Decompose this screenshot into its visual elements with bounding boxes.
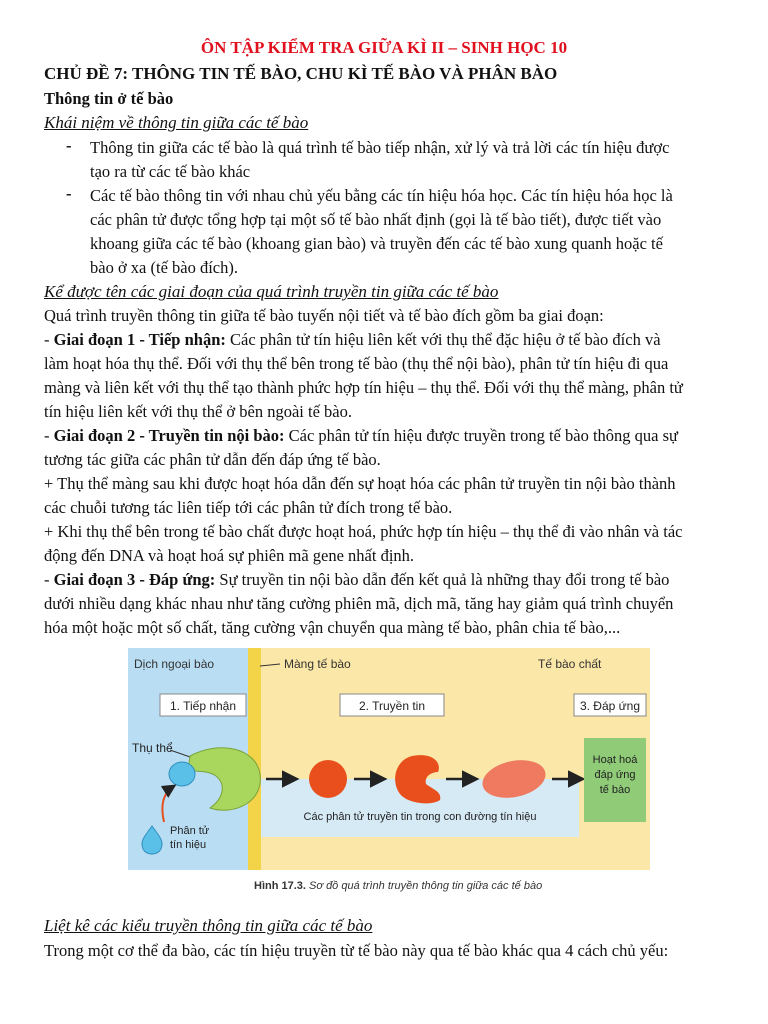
- membrane-label: Màng tế bào: [284, 657, 351, 671]
- stage-2-line: + Khi thụ thể bên trong tế bào chất được hoạt hoá, phức hợp tín hiệu – thụ thể đi vào nhân và tác: [44, 522, 683, 541]
- topic-heading: CHỦ ĐỀ 7: THÔNG TIN TẾ BÀO, CHU KÌ TẾ BÀO VÀ PHÂN BÀO: [44, 64, 558, 83]
- section-heading-stages: Kể được tên các giai đoạn của quá trình truyền tin giữa các tế bào: [44, 282, 499, 301]
- bullet-marker: -: [66, 184, 72, 203]
- stage-1-line: làm hoạt hóa thụ thể. Đối với thụ thể bên trong tế bào (thụ thể nội bào), phân tử tín hiệu đi qua: [44, 354, 669, 373]
- stage-1-line: màng và liên kết với thụ thể tạo thành phức hợp tín hiệu – thụ thể. Đối với thụ thể màng, phân tử: [44, 378, 683, 397]
- stage-3-label: Giai đoạn 3 - Đáp ứng:: [53, 570, 216, 589]
- step-1-label: 1. Tiếp nhận: [169, 699, 237, 713]
- bullet-1-line: tạo ra từ các tế bào khác: [90, 162, 251, 181]
- stage-1-label: Giai đoạn 1 - Tiếp nhận:: [53, 330, 226, 349]
- response-label: đáp ứng: [594, 769, 636, 781]
- stage-2-line: tương tác giữa các phân tử dẫn đến đáp ứng tế bào.: [44, 450, 381, 469]
- stage-2-line: động đến DNA và hoạt hoá sự phiên mã gene nhất định.: [44, 546, 415, 565]
- stage-2-line: các chuỗi tương tác liên tiếp tới các phân tử đích trong tế bào.: [44, 498, 453, 517]
- response-label: tế bào: [599, 784, 631, 796]
- stage-2-line: - Giai đoạn 2 - Truyền tin nội bào: Các phân tử tín hiệu được truyền trong tế bào thông qua sự: [44, 426, 678, 445]
- bullet-2-line: các phân tử được tổng hợp tại một số tế bào nhất định (gọi là tế bào tiết), được tiết vào: [90, 210, 662, 229]
- document-title: ÔN TẬP KIỂM TRA GIỮA KÌ II – SINH HỌC 10: [200, 38, 568, 57]
- section-heading-types: Liệt kê các kiểu truyền thông tin giữa các tế bào: [44, 916, 373, 935]
- bullet-1-line: Thông tin giữa các tế bào là quá trình tế bào tiếp nhận, xử lý và trả lời các tín hiệu được: [90, 138, 670, 157]
- types-intro: Trong một cơ thể đa bào, các tín hiệu truyền từ tế bào này qua tế bào khác qua 4 cách chủ yếu:: [44, 941, 669, 960]
- signal-label: tín hiệu: [170, 839, 207, 851]
- extracellular-label: Dịch ngoại bào: [134, 657, 215, 671]
- bullet-2-line: bào ở xa (tế bào đích).: [90, 258, 239, 277]
- figure-caption: Hình 17.3. Sơ đồ quá trình truyền thông tin giữa các tế bào: [254, 880, 543, 892]
- pathway-label: Các phân tử truyền tin trong con đường tín hiệu: [303, 811, 537, 823]
- section-heading-concept: Khái niệm về thông tin giữa các tế bào: [44, 113, 309, 132]
- cytoplasm-label: Tế bào chất: [538, 657, 602, 671]
- stage-2-label: Giai đoạn 2 - Truyền tin nội bào:: [53, 426, 285, 445]
- relay-molecule-1: [309, 760, 347, 798]
- bullet-marker: -: [66, 136, 72, 155]
- stage-3-line: dưới nhiều dạng khác nhau như tăng cường phiên mã, dịch mã, tăng hay giảm quá trình chuyển: [44, 594, 674, 613]
- subheading: Thông tin ở tế bào: [44, 89, 174, 108]
- stages-intro: Quá trình truyền thông tin giữa tế bào tuyến nội tiết và tế bào đích gồm ba giai đoạn:: [44, 306, 604, 325]
- stage-1-line: - Giai đoạn 1 - Tiếp nhận: Các phân tử tín hiệu liên kết với thụ thể đặc hiệu ở tế bào đích và: [44, 330, 661, 349]
- stage-2-line: + Thụ thể màng sau khi được hoạt hóa dẫn đến sự hoạt hóa các phân tử truyền tin nội bào thành: [44, 474, 676, 493]
- bullet-2-line: Các tế bào thông tin với nhau chủ yếu bằng các tín hiệu hóa học. Các tín hiệu hóa học là: [90, 186, 673, 205]
- signal-label: Phân tử: [170, 825, 210, 837]
- cell-signaling-diagram: [128, 648, 650, 898]
- response-label: Hoạt hoá: [592, 754, 638, 766]
- receptor-label: Thụ thể: [132, 741, 173, 755]
- stage-3-line: - Giai đoạn 3 - Đáp ứng: Sự truyền tin nội bào dẫn đến kết quả là những thay đổi trong tế bào: [44, 570, 670, 589]
- stage-1-line: tín hiệu liên kết với thụ thể ở bên ngoài tế bào.: [44, 402, 352, 421]
- bullet-2-line: khoang giữa các tế bào (khoang gian bào) và truyền đến các tế bào xung quanh hoặc tế: [90, 234, 663, 253]
- bound-signal-molecule: [169, 762, 195, 786]
- stage-3-line: hóa một hoặc một số chất, tăng cường vận chuyển qua màng tế bào, phân chia tế bào,...: [44, 618, 621, 637]
- step-2-label: 2. Truyền tin: [358, 699, 426, 713]
- step-3-label: 3. Đáp ứng: [579, 699, 641, 713]
